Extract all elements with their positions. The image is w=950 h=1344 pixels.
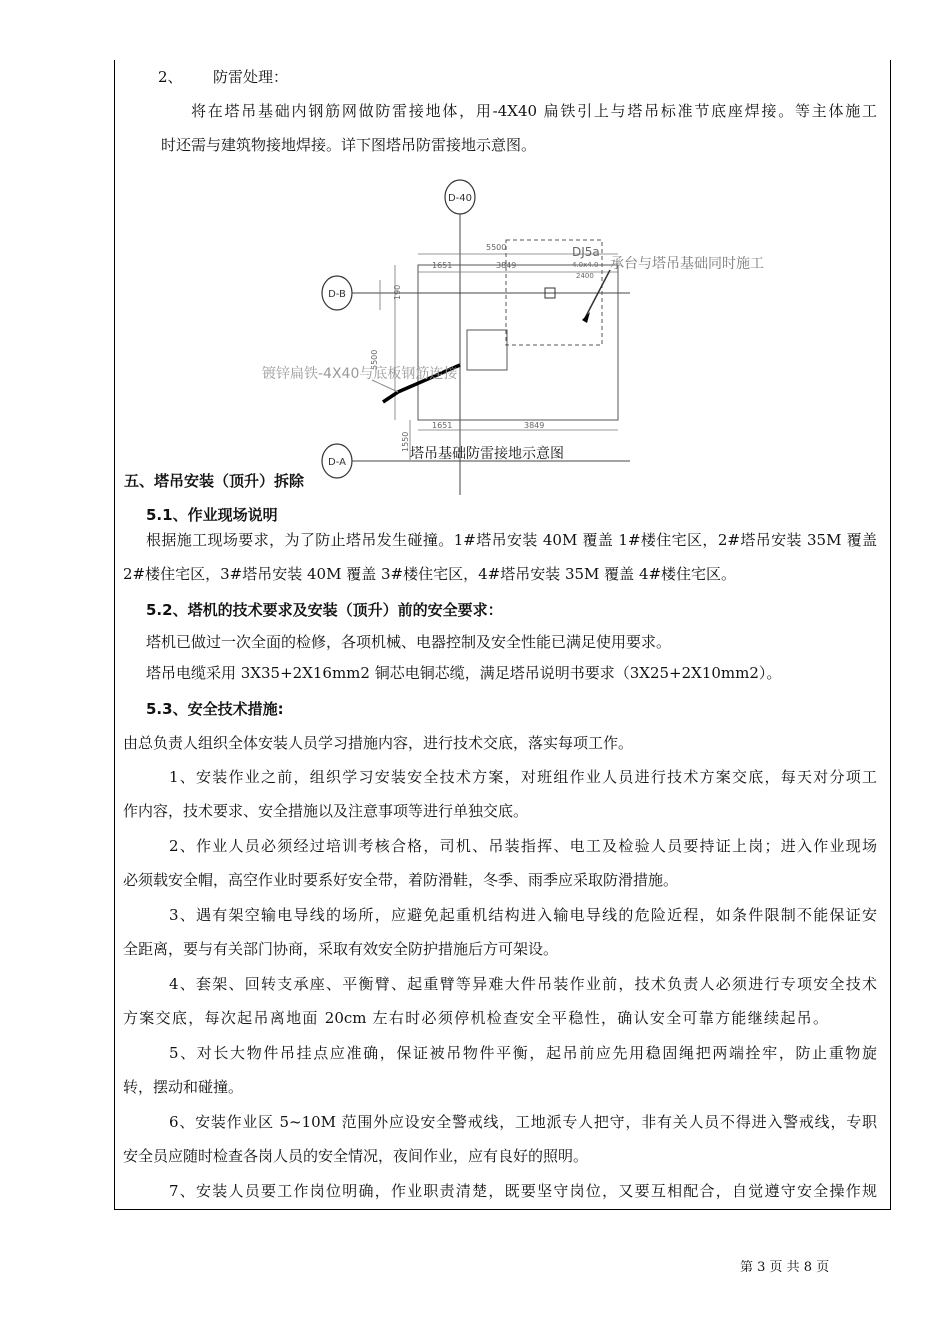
list-item-line: 5、对长大物件吊挂点应准确，保证被吊物件平衡，起吊前应先用稳固绳把两端拴牢，防止重物旋 bbox=[169, 1044, 877, 1062]
column-square bbox=[467, 330, 507, 370]
paragraph-line: 2#楼住宅区，3#塔吊安装 40M 覆盖 3#楼住宅区，4#塔吊安装 35M 覆盖 4#楼住宅区。 bbox=[123, 565, 737, 583]
list-item-line: 必须载安全帽，高空作业时要系好安全带，着防滑鞋，冬季、雨季应采取防滑措施。 bbox=[123, 871, 679, 889]
list-item-line: 7、安装人员要工作岗位明确，作业职责清楚，既要坚守岗位，又要互相配合，自觉遵守安全操作规 bbox=[169, 1182, 877, 1200]
subsection-title: 5.3、安全技术措施: bbox=[146, 700, 284, 718]
pile-cap-size: 4.0x4.0 bbox=[572, 261, 599, 269]
dim-top-total: 5500 bbox=[486, 243, 507, 252]
diagram-caption: 塔吊基础防雷接地示意图 bbox=[410, 446, 564, 462]
list-item-line: 3、遇有架空输电导线的场所，应避免起重机结构进入输电导线的危险近程，如条件限制不能保证安 bbox=[169, 906, 877, 924]
axis-label-top: D-40 bbox=[447, 193, 473, 204]
lightning-grounding-diagram bbox=[262, 170, 770, 500]
paragraph-line: 塔吊电缆采用 3X35+2X16mm2 铜芯电铜芯缆，满足塔吊说明书要求（3X25+2X10mm2）。 bbox=[146, 664, 782, 682]
list-item-line: 作内容，技术要求、安全措施以及注意事项等进行单独交底。 bbox=[123, 802, 529, 820]
leader-arrow bbox=[582, 312, 590, 323]
list-item-line: 转，摆动和碰撞。 bbox=[123, 1078, 244, 1096]
paragraph-line: 根据施工现场要求，为了防止塔吊发生碰撞。1#塔吊安装 40M 覆盖 1#楼住宅区，2#塔吊安装 35M 覆盖 bbox=[146, 531, 877, 549]
list-item-line: 6、安装作业区 5~10M 范围外应设安全警戒线，工地派专人把守，非有关人员不得进入警戒线，专职 bbox=[169, 1113, 877, 1131]
subsection-title: 5.2、塔机的技术要求及安装（顶升）前的安全要求： bbox=[146, 601, 503, 619]
axis-label-bottom: D-A bbox=[328, 457, 346, 468]
list-item-line: 1、安装作业之前，组织学习安装安全技术方案，对班组作业人员进行技术方案交底，每天对分项工 bbox=[169, 768, 877, 786]
axis-label-mid: D-B bbox=[328, 289, 346, 300]
flat-iron-line bbox=[383, 392, 398, 402]
dim-top-left: 1651 bbox=[432, 261, 453, 270]
section-number: 2、 bbox=[158, 68, 183, 86]
section-heading: 防雷处理： bbox=[213, 68, 289, 86]
paragraph-line: 时还需与建筑物接地焊接。详下图塔吊防雷接地示意图。 bbox=[161, 136, 537, 154]
dim-top-right: 3849 bbox=[496, 261, 517, 270]
list-item-line: 方案交底，每次起吊离地面 20cm 左右时必须停机检查安全平稳性，确认安全可靠方能继续起吊。 bbox=[123, 1009, 828, 1027]
list-item-line: 4、套架、回转支承座、平衡臂、起重臂等异难大件吊装作业前，技术负责人必须进行专项安全技术 bbox=[169, 975, 877, 993]
dim-left-small: 190 bbox=[393, 284, 402, 300]
list-item-line: 安全员应随时检查各岗人员的安全情况，夜间作业，应有良好的照明。 bbox=[123, 1147, 589, 1165]
dim-left-total: 5500 bbox=[370, 349, 379, 370]
dim-bottom-left: 1651 bbox=[432, 421, 453, 430]
page-number: 第 3 页 共 8 页 bbox=[740, 1260, 830, 1275]
list-item-line: 全距离，要与有关部门协商，采取有效安全防护措施后方可架设。 bbox=[123, 940, 559, 958]
paragraph-line: 塔机已做过一次全面的检修，各项机械、电器控制及安全性能已满足使用要求。 bbox=[146, 633, 672, 651]
note-right: 承台与塔吊基础同时施工 bbox=[610, 256, 764, 272]
pile-cap-label: DJ5a bbox=[572, 245, 600, 259]
section-title: 五、塔吊安装（顶升）拆除 bbox=[124, 472, 305, 490]
note-left: 镀锌扁铁-4X40与底板钢筋连接 bbox=[262, 366, 458, 382]
dim-bottom-small: 1550 bbox=[401, 431, 410, 452]
dim-bottom-right: 3849 bbox=[524, 421, 545, 430]
foundation-outline bbox=[418, 265, 618, 420]
list-item-line: 2、作业人员必须经过培训考核合格，司机、吊装指挥、电工及检验人员要持证上岗；进入作业现场 bbox=[169, 837, 877, 855]
paragraph-line: 由总负责人组织全体安装人员学习措施内容，进行技术交底，落实每项工作。 bbox=[123, 734, 634, 752]
pile-cap-depth: 2400 bbox=[576, 272, 594, 280]
subsection-title: 5.1、作业现场说明 bbox=[146, 506, 278, 524]
paragraph-line: 将在塔吊基础内钢筋网做防雷接地体，用-4X40 扁铁引上与塔吊标准节底座焊接。等主体施工 bbox=[191, 102, 877, 120]
